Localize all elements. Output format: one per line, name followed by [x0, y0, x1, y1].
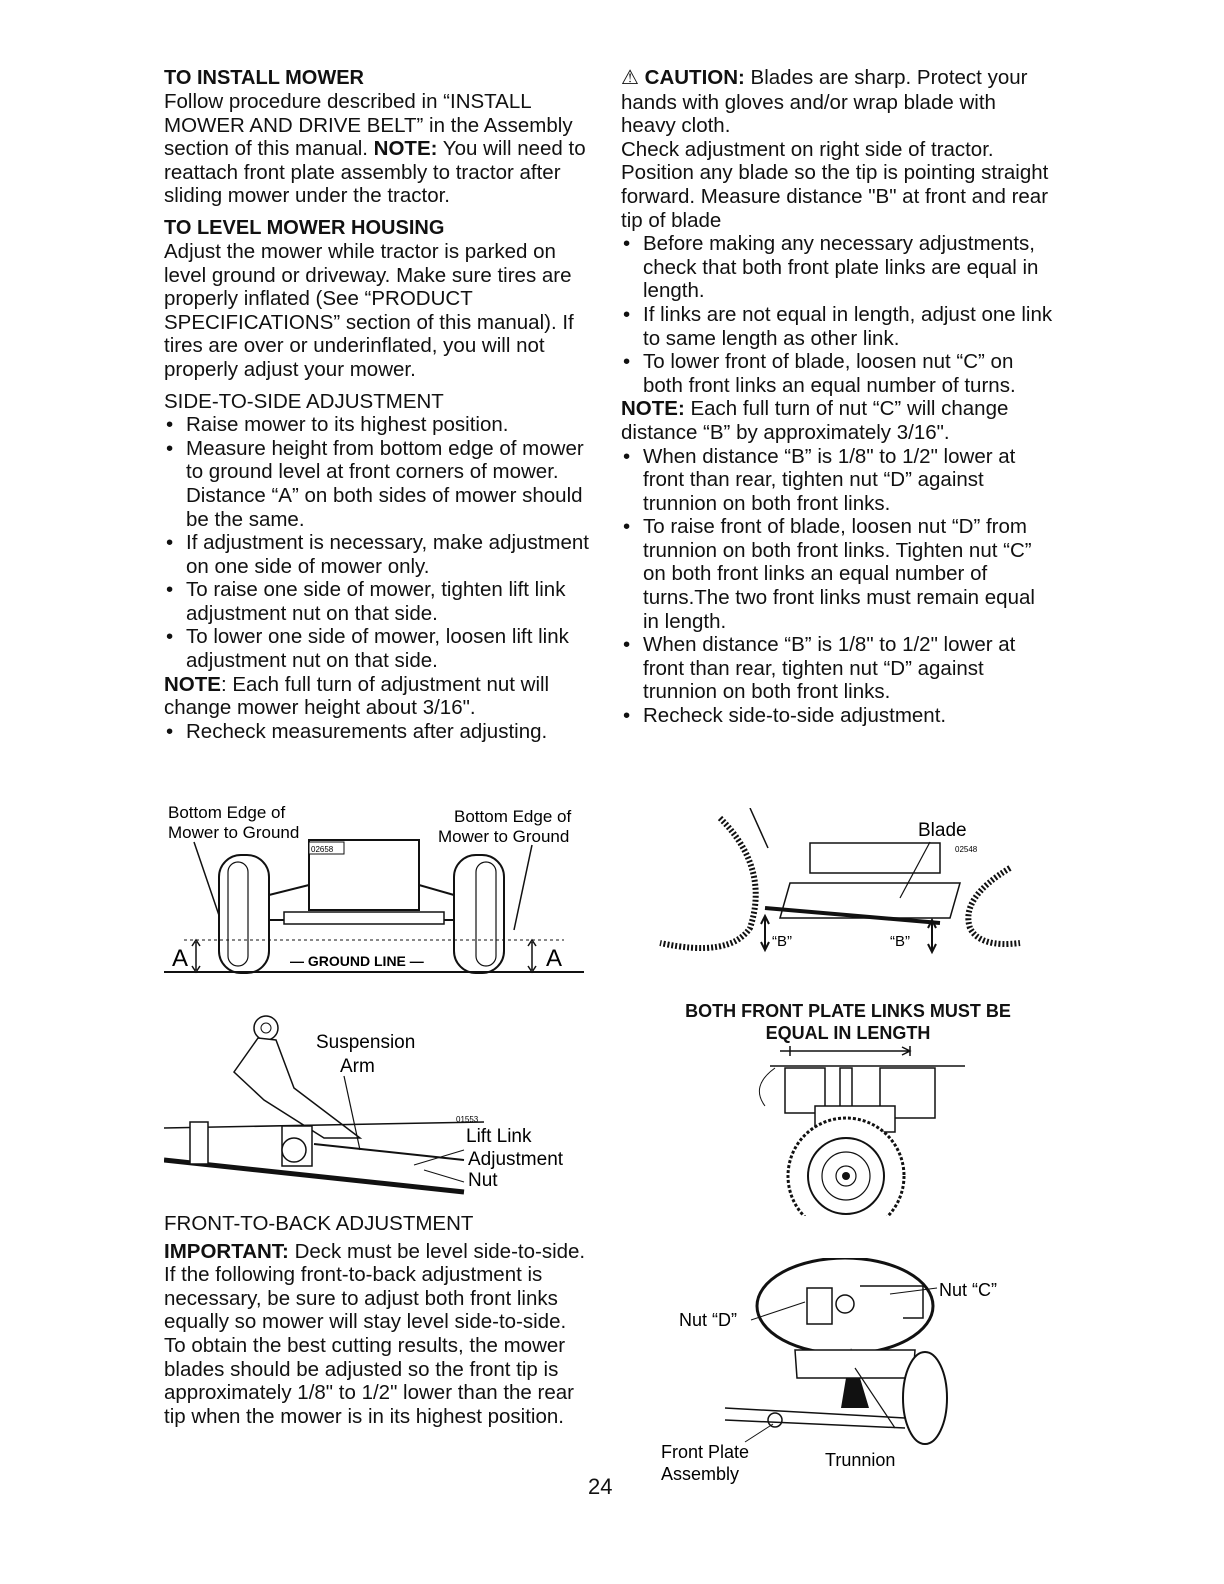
check-note-label: NOTE: [621, 397, 685, 421]
left-column-lower [164, 1212, 596, 1428]
lift-label-1: Lift Link [466, 1126, 532, 1147]
b-label-right: “B” [890, 933, 910, 950]
label-right-2: Mower to Ground [438, 827, 570, 846]
side-note-label: NOTE [164, 672, 221, 696]
list-item: • Raise mower to its highest position. [164, 413, 596, 437]
warning-icon: ⚠ [621, 67, 639, 89]
ground-line-figure [164, 800, 604, 980]
side-to-side-title: SIDE-TO-SIDE ADJUSTMENT [164, 389, 444, 413]
suspension-figure [164, 1010, 604, 1200]
caution-label: CAUTION: [644, 66, 745, 89]
suspension-label-2: Arm [340, 1056, 375, 1077]
nut-c-label: Nut “C” [939, 1280, 997, 1300]
side-to-side-list [164, 413, 596, 673]
caution-text [621, 66, 1053, 138]
list-item: • Measure height from bottom edge of mower to ground level at front corners of mower. Distance “A” on both sides of mower should be the same. [164, 437, 596, 531]
check-note-text: Each full turn of nut “C” will change distance “B” by approximately 3/16". [621, 397, 1009, 444]
important-body: Deck must be level side-to-side. If the following front-to-back adjustment is necessary, be sure to adjust both front links equally so mower will stay level side-to-side. [164, 1239, 586, 1334]
suspension-label-1: Suspension [316, 1032, 416, 1053]
ground-line-label: — GROUND LINE — [290, 953, 424, 969]
right-column [621, 66, 1053, 728]
install-note-label: NOTE: [373, 137, 438, 161]
install-text [164, 90, 596, 208]
list-item: • When distance “B” is 1/8" to 1/2" lower at front than rear, tighten nut “D” against trunnion on both front links. [621, 633, 1053, 704]
important-text [164, 1240, 596, 1334]
front-plate-label-1: Front Plate [661, 1442, 750, 1462]
check-list-2 [621, 445, 1053, 728]
list-item: • If links are not equal in length, adjust one link to same length as other link. [621, 303, 1053, 350]
part-number: 02548 [955, 845, 978, 854]
install-text-body: Follow procedure described in “INSTALL MOWER AND DRIVE BELT” in the Assembly section of this manual. [164, 90, 573, 161]
links-heading-1: BOTH FRONT PLATE LINKS MUST BE [685, 1001, 1011, 1021]
list-item: • Before making any necessary adjustments, check that both front plate links are equal in length. [621, 232, 1053, 303]
label-left-2: Mower to Ground [168, 823, 300, 842]
list-item: • To raise front of blade, loosen nut “D” from trunnion on both front links. Tighten nut “C” on both front links an equal number of turns.The two front links must remain equal in length. [621, 515, 1053, 633]
list-item: • Recheck side-to-side adjustment. [621, 704, 1053, 728]
pivot-icon [254, 1016, 278, 1040]
side-note [164, 673, 596, 720]
list-item: • To raise one side of mower, tighten lift link adjustment nut on that side. [164, 578, 596, 625]
label-right-1: Bottom Edge of [454, 807, 572, 826]
left-tire [219, 855, 269, 973]
list-item: • Recheck measurements after adjusting. [164, 720, 596, 744]
blade-figure [650, 808, 1030, 968]
label-left-1: Bottom Edge of [168, 803, 286, 822]
caution-body: Blades are sharp. Protect your hands with gloves and/or wrap blade with heavy cloth. [621, 66, 1028, 138]
blade-label: Blade [918, 820, 967, 841]
list-item: • If adjustment is necessary, make adjustment on one side of mower only. [164, 531, 596, 578]
side-note-text: : Each full turn of adjustment nut will change mower height about 3/16". [164, 672, 550, 720]
list-item: • When distance “B” is 1/8" to 1/2" lower at front than rear, tighten nut “D” against trunnion on both front links. [621, 445, 1053, 516]
links-heading-2: EQUAL IN LENGTH [765, 1023, 931, 1043]
left-column [164, 66, 596, 743]
links-figure-heading [648, 1000, 1048, 1044]
important-label: IMPORTANT: [164, 1239, 289, 1263]
list-item: • To lower front of blade, loosen nut “C” on both front links an equal number of turns. [621, 350, 1053, 397]
list-item: • To lower one side of mower, loosen lift link adjustment nut on that side. [164, 625, 596, 672]
front-plate-label-2: Assembly [661, 1464, 740, 1484]
trunnion-label: Trunnion [825, 1450, 896, 1470]
front-wheel-figure [730, 1046, 980, 1216]
check-text: Check adjustment on right side of tractor. Position any blade so the tip is pointing straight forward. Measure distance "B" at front and rear tip of blade [621, 137, 1049, 232]
install-heading: TO INSTALL MOWER [164, 67, 364, 89]
lift-label-2: Adjustment [468, 1149, 564, 1170]
level-heading: TO LEVEL MOWER HOUSING [164, 216, 445, 239]
check-note [621, 397, 1053, 444]
lift-label-3: Nut [468, 1170, 498, 1191]
letter-a-right: A [546, 945, 563, 972]
nut-d-label: Nut “D” [679, 1310, 737, 1330]
check-list [621, 232, 1053, 397]
letter-a-left: A [172, 945, 189, 972]
page-number: 24 [588, 1474, 613, 1499]
b-label-left: “B” [772, 933, 792, 950]
part-number: 02658 [311, 845, 334, 854]
level-text: Adjust the mower while tractor is parked on level ground or driveway. Make sure tires are properly inflated (See “PRODUCT SPECIFICATIONS” section of this manual). If tires are over or underinflated, you will not properly adjust your mower. [164, 239, 574, 381]
trunnion-figure [655, 1258, 1055, 1488]
recheck-list [164, 720, 596, 744]
install-note-text: You will need to reattach front plate assembly to tractor after sliding mower under the tractor. [164, 137, 586, 208]
part-number: 01553 [456, 1115, 479, 1124]
best-results-text: To obtain the best cutting results, the mower blades should be adjusted so the front tip is approximately 1/8" to 1/2" lower than the rear tip when the mower is in its highest position. [164, 1333, 574, 1428]
front-to-back-title: FRONT-TO-BACK ADJUSTMENT [164, 1212, 474, 1235]
